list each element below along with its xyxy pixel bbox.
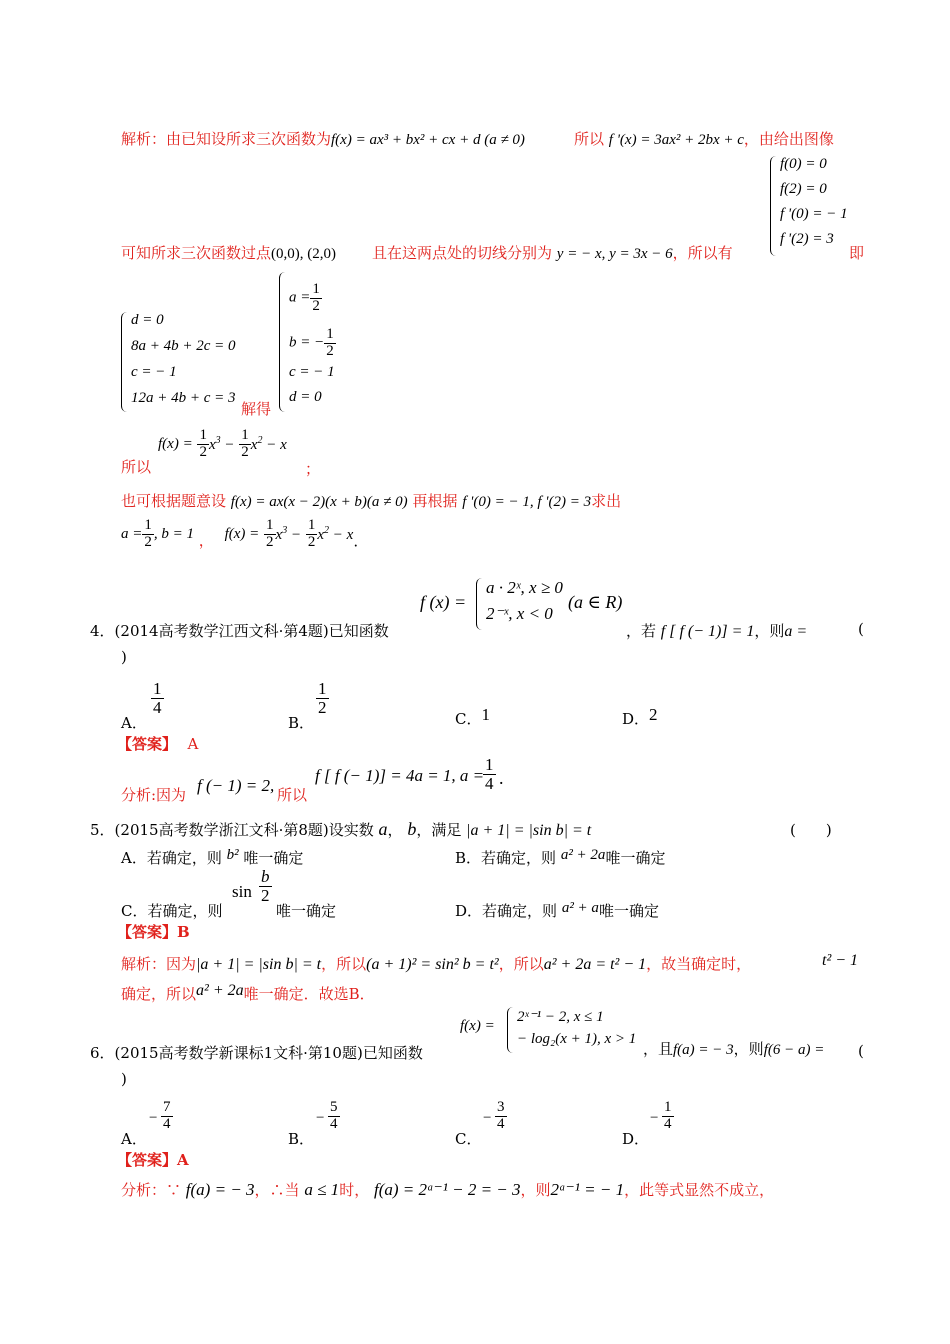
sys2-row: c = − 1	[131, 364, 177, 380]
period: .	[353, 532, 359, 551]
paren-close: )	[121, 1070, 127, 1088]
minus: −	[650, 1110, 659, 1126]
fraction: $\frac{1}{4}$	[485, 755, 494, 793]
question-number: 6．	[90, 1044, 115, 1062]
piece-row: a · 2ˣ, x ≥ 0	[486, 578, 563, 597]
piece-row: 2ˣ⁻¹ − 2, x ≤ 1	[517, 1009, 604, 1025]
math-cond: f(a) = − 3	[673, 1042, 734, 1058]
sol3-alt-line	[121, 490, 621, 511]
q5-option-a[interactable]	[121, 847, 303, 868]
frac-den: 2	[144, 533, 152, 550]
question-number: 5．	[90, 821, 115, 839]
paren-open: (	[858, 620, 864, 638]
minus: −	[149, 1110, 158, 1126]
q6-text: ，则	[733, 1040, 764, 1058]
q6-stem	[90, 1042, 423, 1063]
q5-text: ，满足	[416, 821, 462, 839]
fraction: $\frac{b}{2}$	[261, 867, 270, 905]
math-eq: t² − 1	[822, 952, 859, 969]
minus: −	[483, 1110, 492, 1126]
frac-num: 7	[163, 1099, 171, 1115]
frac-num: 1	[312, 281, 320, 297]
sys1-row: f '(0) = − 1	[780, 206, 848, 222]
brace	[507, 1007, 514, 1053]
math-fx: f(x) =	[224, 525, 260, 542]
sys1-row: f '(2) = 3	[780, 231, 834, 247]
q4-piecewise	[476, 578, 571, 630]
frac-num: 1	[241, 427, 249, 443]
sys2-row: 8a + 4b + 2c = 0	[131, 338, 236, 354]
q5-solution-line2	[121, 983, 375, 1004]
frac-num: 5	[330, 1099, 338, 1115]
option-text: D．若确定，则	[455, 902, 558, 920]
fraction	[239, 428, 251, 461]
sys1-row: f(2) = 0	[780, 181, 827, 197]
option-label: C．	[455, 1130, 482, 1148]
math-cond: |a + 1| = |sin b| = t	[466, 822, 592, 839]
brace	[121, 312, 128, 412]
frac-den: 2	[266, 533, 274, 550]
piece-row: 2⁻ˣ, x < 0	[486, 604, 553, 623]
frac-num: 3	[497, 1099, 505, 1115]
q6-text: ，且	[643, 1040, 674, 1058]
sys3-d: d = 0	[289, 389, 322, 405]
sol-text: 确定，所以	[121, 985, 197, 1003]
sys3-row-a	[289, 282, 322, 315]
q5-option-c[interactable]	[121, 900, 222, 921]
math-opt: a² + a	[561, 900, 599, 916]
math-fx: f(x) =	[158, 435, 193, 452]
result-ab: a = $\frac{1}{2}$ , b = 1 ， f(x) = $\frac{1}{2}$ $x^3$ − $\frac{1}{2}$ $x^2 - x$.	[121, 517, 359, 551]
sol3-text: 再根据	[412, 492, 458, 510]
sol3-solve-label: 解得	[241, 400, 272, 418]
fraction	[324, 327, 336, 360]
frac-den: 4	[330, 1115, 338, 1132]
math-sin: sin	[232, 882, 252, 901]
option-label: A．	[121, 1130, 147, 1148]
math-also-form: f(x) = ax(x − 2)(x + b)(a ≠ 0)	[230, 494, 408, 510]
option-label: A．	[121, 714, 147, 732]
math-eq: |a + 1| = |sin b| = t	[196, 956, 322, 973]
brace	[476, 578, 483, 630]
paren: ( )	[790, 821, 832, 839]
sol3-line1b	[574, 128, 834, 149]
q4-text: ，则	[754, 622, 785, 640]
q4-option-c[interactable]	[455, 705, 490, 729]
q5-t-expr	[822, 951, 858, 970]
answer-value: B	[177, 923, 190, 941]
frac-den: 2	[199, 443, 207, 460]
fraction	[495, 1100, 507, 1133]
sol-text: ，所以	[321, 955, 367, 973]
sol3-text: 解析：由已知设所求三次函数为	[121, 130, 332, 148]
option-value: 2	[649, 705, 658, 724]
math-eq: 2ᵃ⁻¹ = − 1	[550, 1180, 625, 1199]
frac-den: 2	[312, 297, 320, 314]
system-solution	[279, 272, 349, 412]
fraction	[161, 1100, 173, 1133]
sol-text: ，所以	[498, 955, 544, 973]
q6-stem-b	[643, 1038, 824, 1059]
option-text: 唯一确定	[605, 849, 666, 867]
system-equations	[121, 312, 256, 412]
frac-num: 1	[307, 517, 316, 533]
math-f-lhs: f(x) =	[460, 1018, 495, 1034]
frac-den: 2	[326, 342, 334, 359]
option-label: D．	[622, 710, 650, 728]
math-eq2: f [ f (− 1)] = 4a = 1, a =	[315, 766, 485, 785]
q4-stem-b	[626, 620, 807, 641]
sol3-so2: 所以	[121, 458, 152, 476]
frac-den: 4	[497, 1115, 505, 1132]
q4-answer	[117, 733, 198, 754]
analysis-text: 时，	[339, 1181, 370, 1199]
frac-num: 1	[199, 427, 207, 443]
math-eq: a² + 2a	[196, 982, 244, 999]
sol3-line2b	[372, 242, 733, 263]
brace	[279, 272, 286, 412]
option-label: B．	[288, 1130, 315, 1148]
math-eq: f (− 1) = 2,	[197, 776, 275, 795]
fraction	[310, 282, 322, 315]
analysis-text: ，此等式显然不成立，	[624, 1181, 775, 1199]
semicolon: ；	[305, 460, 321, 478]
answer-value: A	[177, 1151, 189, 1169]
q5-option-b[interactable]	[455, 847, 665, 868]
q6-piecewise	[507, 1007, 642, 1053]
math-eq: a ≤ 1	[304, 1180, 340, 1199]
sys2-row: d = 0	[131, 312, 164, 328]
sys3-b: b = −	[289, 334, 325, 351]
sol-text: 解析：因为	[121, 955, 197, 973]
answer-label: 【答案】	[117, 923, 178, 941]
fraction	[264, 518, 276, 551]
sol3-graph-text: ，由给出图像	[743, 130, 834, 148]
document-page: 解析：由已知设所求三次函数为f(x) = ax³ + bx² + cx + d (a ≠ 0) 所以 f '(x) = 3ax² + 2bx + c，由给出图像 f(0) = 0 f(2) = 0 f '(0) = − 1 f '(2) = 3 即 可知所求三次函数过点(0,0), (2,0) 且在这两点处的切线分别为 y = − x, y = 3x − 6，所以有 d = 0 8a + 4b + 2c = 0 c = − 1 12a + 4b + c = 3 解得 a = $\frac{1}{2}$ b = − $\frac{1}{2}$ c = − 1 d = 0 所以 f(x) = $\frac{1}{2}$ $x^3$ − $\frac{1}{2}$ $x^2 - x$ ； 也可根据题意设 f(x) = ax(x − 2)(x + b)(a ≠ 0) 再根据 f '(0) = − 1, f '(2) = 3求出 a = $\frac{1}{2}$ , b = 1 ， f(x) = $\frac{1}{2}$ $x^3$ − $\frac{1}{2}$ $x^2 - x$. f (x) = a · 2ˣ, x ≥ 0 2⁻ˣ, x < 0 (a ∈ R) 4．(2014高考数学江西文科·第4题)已知函数 ，若 f [ f (− 1)] = 1，则a = ( ) A． $\frac{1}{4}$ B． $\frac{1}{2}$ C．1 D．2 【答案】 A 分析:因为 f (− 1) = 2, 所以 f [ f (− 1)] = 4a = 1, a = $\frac{1}{4}$ . 5．(2015高考数学浙江文科·第8题)设实数 a， b，满足 |a + 1| = |sin b| = t ( ) A．若确定，则 b² 唯一确定 B．若确定，则 a² + 2a唯一确定 C．若确定，则 sin $\frac{b}{2}$ 唯一确定 D．若确定，则 a² + a唯一确定 【答案】B 解析：因为|a + 1| = |sin b| = t，所以(a + 1)² = sin² b = t²，所以a² + 2a = t² − 1，故当确定时， t² − 1 确定，所以a² + 2a唯一确定．故选B． f(x) = 2ˣ⁻¹ − 2, x ≤ 1 − log₂(x + 1), x > 1 6．(2015高考数学新课标1文科·第10题)已知函数 ，且f(a) = − 3，则f(6 − a) = ( ) A． − $\frac{7}{4}$ B． − $\frac{5}{4}$ C． − $\frac{3}{4}$ D． − $\frac{1}{4}$ 【答案】A 分析：∵ f(a) = − 3，∴当 a ≤ 1时， f(a) = 2ᵃ⁻¹ − 2 = − 3，则2ᵃ⁻¹ = − 1，此等式显然不成立，	[90, 130, 865, 1199]
fraction: $\frac{1}{4}$	[153, 679, 162, 717]
q5-solution-line1	[121, 953, 751, 974]
math-also-cond: f '(0) = − 1, f '(2) = 3	[462, 494, 592, 510]
sys3-row-b	[289, 327, 336, 360]
frac-num: 1	[144, 517, 152, 533]
q6-analysis	[121, 1179, 774, 1200]
analysis-text: ，∴当	[254, 1181, 300, 1199]
math-cond: f [ f (− 1)] = 1	[660, 623, 755, 640]
option-text: 唯一确定	[276, 902, 337, 920]
option-text: 唯一确定	[598, 902, 659, 920]
fraction	[197, 428, 209, 461]
q5-answer	[117, 921, 190, 942]
result-fx: f(x) = $\frac{1}{2}$ $x^3$ − $\frac{1}{2}$ $x^2 - x$	[158, 427, 287, 460]
sol-text: ，故当确定时，	[646, 955, 752, 973]
q4-text: ，若	[626, 622, 657, 640]
question-source: (2015高考数学新课标1文科·第10题)已知函数	[114, 1044, 423, 1062]
sys2-row: 12a + 4b + c = 3	[131, 390, 236, 406]
sol3-line2	[121, 242, 336, 263]
frac-num: 1	[266, 517, 274, 533]
analysis-text: ，则	[520, 1181, 551, 1199]
fraction	[662, 1100, 674, 1133]
math-ask: a =	[784, 623, 808, 640]
paren-close: )	[121, 648, 127, 666]
sol3-text: 也可根据题意设	[121, 492, 227, 510]
sys1-row: f(0) = 0	[780, 156, 827, 172]
question-number: 4．	[90, 622, 115, 640]
math-f-lhs: f (x) =	[420, 592, 467, 612]
math-f-def: f(x) = ax³ + bx² + cx + d (a ≠ 0)	[331, 132, 525, 148]
sol3-line1	[121, 128, 525, 149]
math-fprime: f '(x) = 3ax² + 2bx + c	[608, 132, 744, 148]
piece-row: − log₂(x + 1), x > 1	[517, 1031, 637, 1047]
answer-label: 【答案】	[117, 735, 178, 753]
question-source: (2014高考数学江西文科·第4题)已知函数	[114, 622, 389, 640]
frac-den: 2	[241, 443, 249, 460]
sol3-text: ，所以有	[672, 244, 733, 262]
sol3-ji: 即	[849, 244, 865, 262]
answer-label: 【答案】	[117, 1151, 178, 1169]
frac-den: 4	[163, 1115, 171, 1132]
option-value: 1	[481, 705, 490, 724]
option-text: A．若确定，则	[121, 849, 222, 867]
option-label: D．	[622, 1130, 650, 1148]
sol3-text: 可知所求三次函数过点	[121, 244, 272, 262]
frac-num: 1	[664, 1099, 672, 1115]
math-b: b	[407, 819, 417, 839]
math-a: a	[378, 819, 388, 839]
option-label: B．	[288, 714, 315, 732]
q5-option-d[interactable]	[455, 900, 659, 921]
paren-open: (	[858, 1042, 864, 1060]
sol3-text: 且在这两点处的切线分别为	[372, 244, 553, 262]
minus: −	[316, 1110, 325, 1126]
option-text: C．若确定，则	[121, 902, 223, 920]
q4-option-d[interactable]	[622, 705, 658, 729]
option-text: B．若确定，则	[455, 849, 557, 867]
math-eq: a² + 2a = t² − 1	[543, 956, 647, 973]
comma: ，	[198, 531, 214, 550]
sol3-so: 所以	[574, 130, 605, 148]
sol-text: 唯一确定．故选B．	[243, 985, 375, 1003]
math-cond: (a ∈ R)	[568, 592, 623, 612]
option-text: 唯一确定	[243, 849, 304, 867]
math-opt: b²	[226, 847, 239, 863]
sol3-text: 求出	[591, 492, 622, 510]
brace	[770, 156, 777, 256]
q6-answer	[117, 1149, 189, 1170]
system-conditions	[770, 156, 860, 256]
fraction: $\frac{1}{2}$	[318, 679, 327, 717]
analysis-text: 分析：∵	[121, 1181, 182, 1199]
sys3-a: a =	[289, 289, 311, 306]
analysis-text: 分析:因为	[121, 786, 187, 804]
math-points: (0,0), (2,0)	[271, 246, 336, 262]
fraction	[306, 518, 318, 551]
q4-stem	[90, 620, 389, 641]
math-ask: f(6 − a) =	[763, 1042, 825, 1058]
math-tangents: y = − x, y = 3x − 6	[556, 246, 673, 262]
math-eq: (a + 1)² = sin² b = t²	[366, 956, 499, 973]
math-opt: a² + 2a	[560, 847, 606, 863]
frac-den: 2	[307, 533, 316, 550]
math-eq: f(a) = 2ᵃ⁻¹ − 2 = − 3	[373, 1180, 521, 1199]
math-eq: f(a) = − 3	[185, 1180, 255, 1199]
fraction	[142, 518, 154, 551]
frac-num: 1	[326, 326, 334, 342]
analysis-text: 所以	[277, 786, 308, 804]
fraction	[328, 1100, 340, 1133]
q5-stem: 5．(2015高考数学浙江文科·第8题)设实数 a， b，满足 |a + 1| = |sin b| = t	[90, 819, 592, 839]
sys3-c: c = − 1	[289, 364, 335, 380]
question-source: (2015高考数学浙江文科·第8题)设实数	[114, 821, 374, 839]
answer-value: A	[187, 735, 199, 753]
option-label: C．	[455, 710, 482, 728]
frac-den: 4	[664, 1115, 672, 1132]
